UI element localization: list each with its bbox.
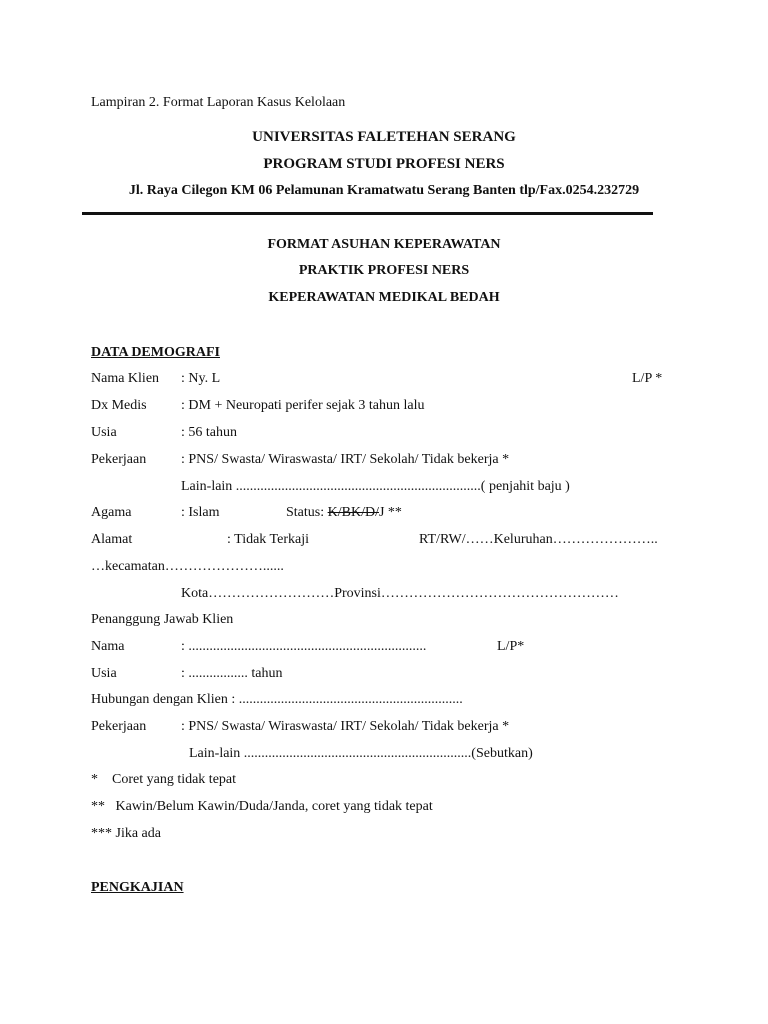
demografi-heading: DATA DEMOGRAFI [91, 345, 220, 360]
rtrw-field: RT/RW/……Keluruhan………………….. [419, 532, 658, 547]
form-title-3: KEPERAWATAN MEDIKAL BEDAH [268, 290, 500, 305]
appendix-label: Lampiran 2. Format Laporan Kasus Kelolaan [91, 95, 346, 110]
usia-value: : 56 tahun [181, 425, 237, 440]
pj-nama-label: Nama [91, 639, 125, 654]
pj-usia-label: Usia [91, 666, 117, 681]
note-1: * Coret yang tidak tepat [91, 772, 237, 787]
pekerjaan-value: : PNS/ Swasta/ Wiraswasta/ IRT/ Sekolah/ Tidak bekerja * [181, 452, 510, 467]
pj-pekerjaan-value: : PNS/ Swasta/ Wiraswasta/ IRT/ Sekolah/ Tidak bekerja * [181, 719, 510, 734]
pj-hubungan: Hubungan dengan Klien : ................................................................ [91, 692, 463, 707]
nama-klien-value: : Ny. L [181, 371, 221, 386]
dx-medis-value: : DM + Neuropati perifer sejak 3 tahun lalu [181, 398, 425, 413]
note-3: *** Jika ada [91, 826, 161, 841]
status-selected: J ** [378, 505, 402, 520]
pengkajian-heading: PENGKAJIAN [91, 880, 184, 895]
agama-value: : Islam [181, 505, 220, 520]
pekerjaan-lainlain: Lain-lain ......................................................................( penjahit baju ) [181, 479, 570, 494]
alamat-label: Alamat [91, 532, 133, 547]
address-line: Jl. Raya Cilegon KM 06 Pelamunan Kramatwatu Serang Banten tlp/Fax.0254.232729 [128, 183, 640, 198]
kota-provinsi-field: Kota………………………Provinsi…………………………………………… [181, 586, 619, 601]
dx-medis-label: Dx Medis [91, 398, 147, 413]
pj-nama-value: : .................................................................... [181, 639, 427, 654]
header-divider [82, 212, 653, 215]
form-title-1: FORMAT ASUHAN KEPERAWATAN [267, 237, 501, 252]
pj-usia-value: : ................. tahun [181, 666, 283, 681]
alamat-value: : Tidak Terkaji [227, 532, 309, 547]
agama-label: Agama [91, 505, 132, 520]
university-name: UNIVERSITAS FALETEHAN SERANG [252, 129, 516, 145]
pj-gender-marker: L/P* [497, 639, 525, 654]
penanggung-heading: Penanggung Jawab Klien [91, 612, 234, 627]
nama-klien-label: Nama Klien [91, 371, 160, 386]
gender-marker: L/P * [632, 371, 663, 386]
status-field [286, 505, 402, 521]
pj-pekerjaan-label: Pekerjaan [91, 719, 147, 734]
kecamatan-field: …kecamatan…………………...... [91, 559, 284, 574]
pj-lainlain: Lain-lain .................................................................(Sebutkan) [189, 746, 533, 761]
usia-label: Usia [91, 425, 117, 440]
program-name: PROGRAM STUDI PROFESI NERS [263, 156, 505, 172]
form-title-2: PRAKTIK PROFESI NERS [298, 263, 470, 278]
status-label: Status: [286, 505, 325, 520]
status-struck-options: K/BK/D/ [327, 505, 379, 520]
pekerjaan-label: Pekerjaan [91, 452, 147, 467]
note-2: ** Kawin/Belum Kawin/Duda/Janda, coret yang tidak tepat [91, 799, 433, 814]
